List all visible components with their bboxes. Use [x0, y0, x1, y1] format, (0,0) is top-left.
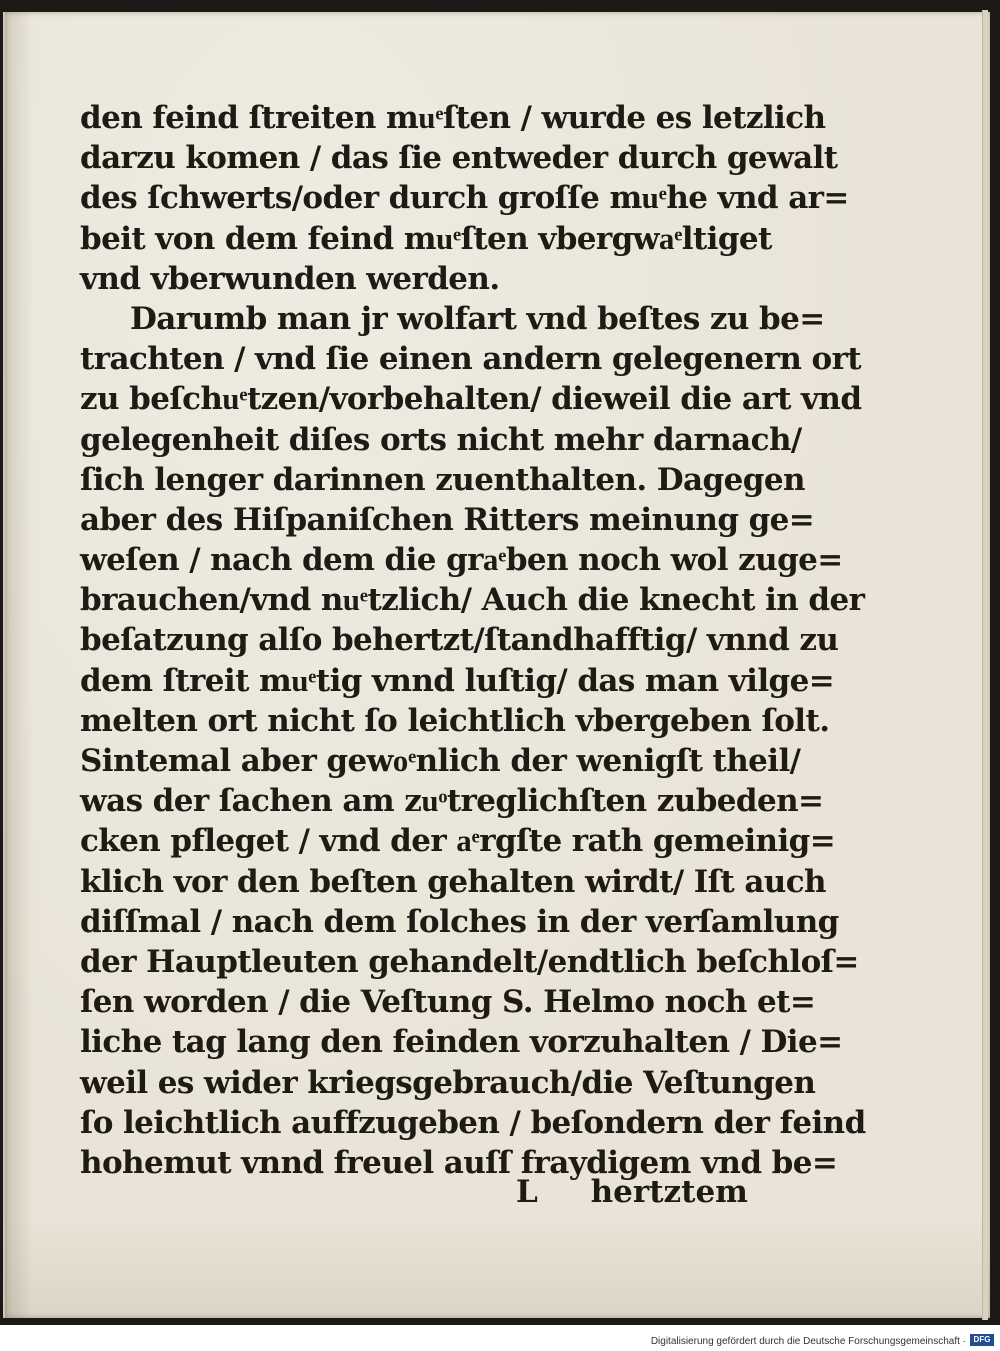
text-line: was der ſachen am zuͦtreglichſten zubeden= — [80, 783, 824, 820]
text-line: ſen worden / die Veſtung S. Helmo noch et= — [80, 984, 816, 1021]
funding-credit: Digitalisierung gefördert durch die Deutsche Forschungsgemeinschaft · — [650, 1336, 966, 1347]
text-line: liche tag lang den feinden vorzuhalten / Die= — [80, 1024, 843, 1061]
text-line: der Hauptleuten gehandelt/endtlich beſchloſ= — [80, 943, 859, 980]
text-line: Sintemal aber gewoͤnlich der wenigſt theil/ — [80, 743, 801, 779]
page-text — [80, 98, 866, 1183]
text-line: zu beſchuͤtzen/vorbehalten/ dieweil die art vnd — [80, 381, 862, 418]
text-line: klich vor den beſten gehalten wirdt/ Iſt auch — [80, 863, 826, 900]
text-line: weſen / nach dem die graͤben noch wol zuge= — [80, 542, 843, 579]
text-line: darzu komen / das ſie entweder durch gewalt — [80, 140, 838, 177]
text-line: aber des Hiſpaniſchen Ritters meinung ge= — [80, 501, 815, 538]
text-line: weil es wider kriegsgebrauch/die Veſtungen — [80, 1064, 816, 1101]
text-line: melten ort nicht ſo leichtlich vbergeben ſolt. — [80, 702, 830, 739]
page-footer-marks — [80, 1174, 770, 1218]
text-line: gelegenheit diſes orts nicht mehr darnach/ — [80, 421, 802, 458]
text-line: beit von dem feind muͤſten vbergwaͤltiget — [80, 220, 772, 257]
page-edge — [982, 10, 988, 1320]
text-line: diſſmal / nach dem ſolches in der verſamlung — [80, 903, 839, 940]
text-line: des ſchwerts/oder durch groſſe muͤhe vnd ar= — [80, 180, 849, 217]
text-line: Darumb man jr wolfart vnd beſtes zu be= — [130, 300, 825, 337]
text-line: ſich lenger darinnen zuenthalten. Dagegen — [80, 461, 805, 498]
text-line: ſo leichtlich auffzugeben / beſondern der feind — [80, 1104, 866, 1141]
dfg-logo: DFG — [970, 1334, 994, 1346]
catchword: hertztem — [590, 1174, 748, 1210]
text-line: brauchen/vnd nuͤtzlich/ Auch die knecht in der — [80, 582, 865, 619]
text-line: vnd vberwunden werden. — [80, 260, 500, 297]
signature-mark: L — [516, 1174, 538, 1210]
text-line: dem ſtreit muͤtig vnnd luſtig/ das man vilge= — [80, 662, 835, 699]
text-line: cken pfleget / vnd der aͤrgſte rath gemeinig= — [80, 823, 836, 860]
text-line: den feind ſtreiten muͤſten / wurde es letzlich — [80, 100, 826, 136]
text-line: beſatzung alſo behertzt/ſtandhafftig/ vnnd zu — [80, 622, 839, 659]
text-line: trachten / vnd ſie einen andern gelegenern ort — [80, 341, 862, 378]
text-line: hohemut vnnd freuel auſſ fraydigem vnd be= — [80, 1144, 838, 1181]
